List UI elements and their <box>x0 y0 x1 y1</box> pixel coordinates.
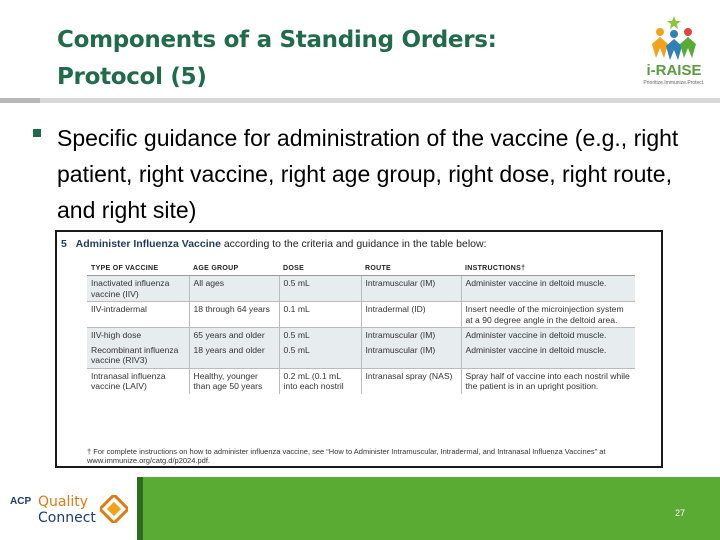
footer-bar <box>137 477 720 540</box>
acp-logo-text: ACP <box>10 496 32 507</box>
table-footnote: † For complete instructions on how to administer influenza vaccine, see “How to Administer Intramuscular, Intradermal, and Intranasal Influenza Vaccines” at www.immunize.org/catg.d/p2024.pdf. <box>87 447 606 465</box>
table-cell: Intramuscular (IM) <box>361 276 461 302</box>
people-figures-icon <box>636 14 712 64</box>
logo-tagline: Prioritize.Immunize.Protect. <box>643 80 705 86</box>
table-heading <box>61 238 487 250</box>
logo-name: i-RAISE <box>646 62 702 79</box>
title-line-2: Protocol (5) <box>57 64 207 90</box>
table-cell: Inactivated influenza vaccine (IIV) <box>87 276 189 302</box>
table-row <box>87 276 635 302</box>
table-cell: 65 years and older <box>189 328 279 343</box>
table-cell: All ages <box>189 276 279 302</box>
col-instructions: INSTRUCTIONS† <box>461 262 635 276</box>
quality-text: Quality <box>38 494 89 510</box>
table-cell: Intradermal (ID) <box>361 302 461 328</box>
table-cell: Intranasal influenza vaccine (LAIV) <box>91 370 166 391</box>
slide-title <box>57 22 617 96</box>
quality-connect-mark-icon <box>100 495 128 523</box>
page-number: 27 <box>674 508 685 518</box>
title-line-1: Components of a Standing Orders: <box>57 27 497 53</box>
table-header-row <box>87 262 635 276</box>
title-divider-accent <box>0 98 40 103</box>
title-divider <box>0 98 720 103</box>
table-cell: 0.5 mL <box>279 276 361 302</box>
col-dose: DOSE <box>279 262 361 276</box>
connect-text: Connect <box>38 510 96 526</box>
i-raise-logo <box>636 14 712 92</box>
table-cell: Intramuscular (IM) <box>361 328 461 343</box>
table-cell: Intranasal spray (NAS) <box>361 368 461 394</box>
influenza-vaccine-table <box>87 262 635 394</box>
table-cell: Healthy, younger than age 50 years <box>189 368 279 394</box>
table-cell: IIV-high dose <box>87 328 189 343</box>
table-row <box>87 328 635 343</box>
table-cell: IIV-intradermal <box>87 302 189 328</box>
table-row <box>87 343 635 369</box>
footer-bar-edge <box>137 477 143 540</box>
table-cell: 0.5 mL <box>279 343 361 369</box>
table-cell: Recombinant influenza vaccine (RIV3) <box>87 343 189 369</box>
heading-bold: Administer Influenza Vaccine <box>75 238 221 250</box>
table-cell: 0.2 mL (0.1 mL into each nostril <box>279 368 361 394</box>
table-cell: Intramuscular (IM) <box>361 343 461 369</box>
bullet-text: Specific guidance for administration of the vaccine (e.g., right patient, right vaccine, right age group, right dose, right route, and right site) <box>57 125 679 223</box>
table-row <box>87 368 635 394</box>
table-cell: Insert needle of the microinjection system at a 90 degree angle in the deltoid area. <box>461 302 635 328</box>
table-cell: Spray half of vaccine into each nostril while the patient is in an upright position. <box>461 368 635 394</box>
section-number: 5 <box>61 238 67 250</box>
table-cell: 0.5 mL <box>279 328 361 343</box>
table-cell: Administer vaccine in deltoid muscle. <box>461 343 635 369</box>
table-cell: 18 years and older <box>189 343 279 369</box>
vaccine-table-image <box>55 230 663 468</box>
heading-rest: according to the criteria and guidance in the table below: <box>220 238 487 250</box>
table-cell: Administer vaccine in deltoid muscle. <box>461 276 635 302</box>
col-route: ROUTE <box>361 262 461 276</box>
col-type: TYPE OF VACCINE <box>87 262 189 276</box>
table-cell: Administer vaccine in deltoid muscle. <box>461 328 635 343</box>
table-row <box>87 302 635 328</box>
table-cell: 0.1 mL <box>279 302 361 328</box>
bullet-marker-icon <box>33 129 41 137</box>
table-cell: 18 through 64 years <box>189 302 279 328</box>
col-age: AGE GROUP <box>189 262 279 276</box>
